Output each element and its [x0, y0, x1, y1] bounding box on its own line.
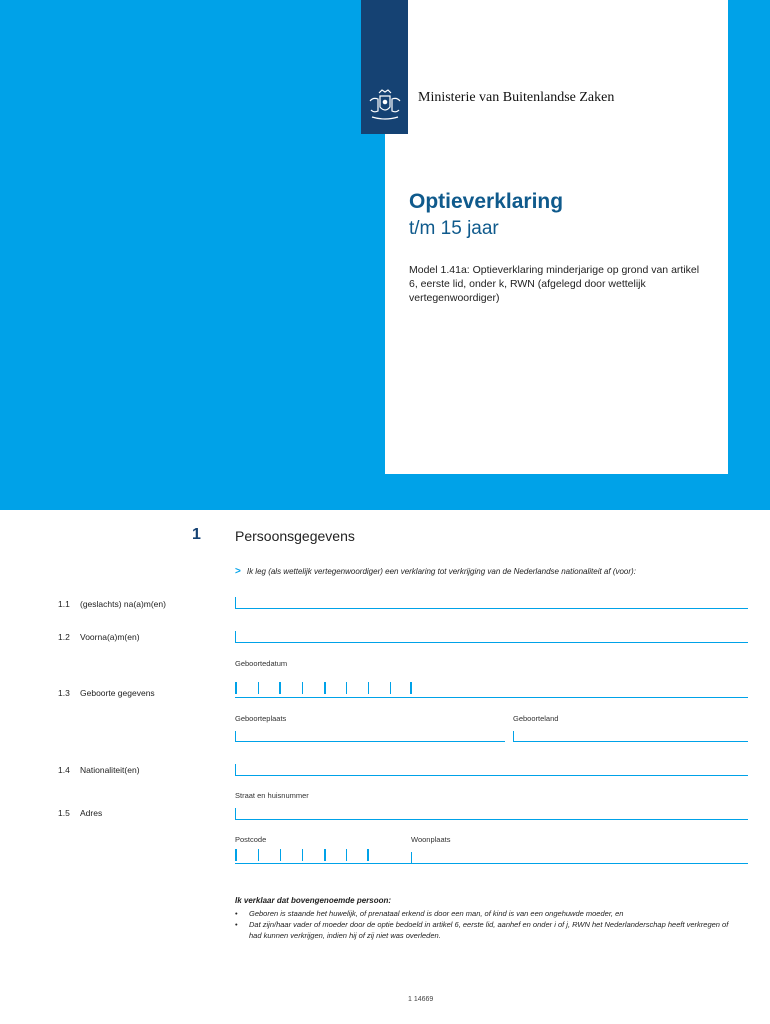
bullet-icon: • [235, 920, 238, 929]
birthdate-month-digit-2[interactable] [302, 682, 317, 694]
street-field[interactable] [235, 819, 748, 820]
field-label-nationality [58, 765, 140, 775]
city-cursor [411, 852, 412, 863]
document-subtitle: t/m 15 jaar [409, 218, 499, 239]
field-label-surname [58, 599, 166, 609]
rijksoverheid-crest-icon [366, 87, 404, 123]
postcode-digit-1[interactable] [235, 849, 251, 861]
section-intro-text: Ik leg (als wettelijk vertegenwoordiger) een verklaring tot verkrijging van de Nederlandse nationaliteit af (voor): [246, 567, 636, 576]
birthdate-day-digit-2[interactable] [258, 682, 273, 694]
section-title: Persoonsgegevens [235, 528, 355, 544]
firstname-field[interactable] [235, 642, 748, 643]
postcode-digit-2[interactable] [258, 849, 273, 861]
nationality-field[interactable] [235, 775, 748, 776]
birthcountry-label: Geboorteland [513, 714, 559, 723]
postcode-end-mark [366, 849, 369, 861]
declaration-list [235, 908, 735, 941]
field-label-text: Nationaliteit(en) [80, 765, 140, 775]
city-field[interactable] [235, 863, 748, 864]
field-number: 1.5 [58, 808, 70, 818]
birthdate-underline [235, 697, 748, 698]
field-label-birth [58, 688, 155, 698]
field-number: 1.1 [58, 599, 70, 609]
field-label-text: (geslachts) na(a)m(en) [80, 599, 166, 609]
document-description: Model 1.41a: Optieverklaring minderjarige op grond van artikel 6, eerste lid, onder k, RWN (afgelegd door wettelijk vertegenwoordiger) [409, 264, 700, 304]
declaration-item [235, 919, 735, 941]
declaration-item [235, 908, 735, 919]
declaration-title: Ik verklaar dat bovengenoemde persoon: [235, 896, 392, 905]
ministry-name: Ministerie van Buitenlandse Zaken [418, 90, 615, 105]
birthdate-month-digit-1[interactable] [279, 682, 295, 694]
bullet-icon: • [235, 909, 238, 918]
field-label-text: Geboorte gegevens [80, 688, 155, 698]
nationality-cursor [235, 764, 236, 775]
field-number: 1.3 [58, 688, 70, 698]
form-code: 1 14669 [408, 996, 434, 1003]
field-number: 1.4 [58, 765, 70, 775]
street-label: Straat en huisnummer [235, 791, 309, 800]
birthdate-year-digit-1[interactable] [324, 682, 340, 694]
birthdate-day-digit-1[interactable] [235, 682, 251, 694]
declaration-item-text: Dat zijn/haar vader of moeder door de optie bedoeld in artikel 6, eerste lid, aanhef en onder i of j, RWN het Nederlanderschap heeft verkregen of had kunnen verkrijgen, indien hij of zij niet was overleden. [249, 920, 729, 940]
field-label-text: Adres [80, 808, 103, 818]
postcode-letter-1[interactable] [324, 849, 340, 861]
section-intro [235, 566, 636, 577]
surname-field[interactable] [235, 608, 748, 609]
birthdate-year-digit-2[interactable] [346, 682, 361, 694]
document-title: Optieverklaring [409, 190, 564, 213]
birthplace-field[interactable] [235, 741, 505, 742]
postcode-digit-4[interactable] [302, 849, 317, 861]
postcode-label: Postcode [235, 835, 267, 844]
postcode-digit-3[interactable] [280, 849, 295, 861]
birthcountry-field[interactable] [513, 741, 748, 742]
birthdate-year-digit-4[interactable] [390, 682, 405, 694]
birthdate-label: Geboortedatum [235, 659, 288, 668]
declaration-item-text: Geboren is staande het huwelijk, of prenataal erkend is door een man, of kind is van een ongehuwde moeder, en [249, 909, 624, 918]
street-cursor [235, 808, 236, 819]
city-label: Woonplaats [411, 835, 451, 844]
field-label-firstname [58, 632, 140, 642]
section-number: 1 [192, 526, 201, 543]
firstname-cursor [235, 631, 236, 642]
field-label-text: Voorna(a)m(en) [80, 632, 140, 642]
field-number: 1.2 [58, 632, 70, 642]
birthdate-end-mark [409, 682, 412, 694]
surname-cursor [235, 597, 236, 608]
birthplace-label: Geboorteplaats [235, 714, 287, 723]
birthdate-year-digit-3[interactable] [368, 682, 383, 694]
chevron-right-icon: > [235, 566, 241, 577]
field-label-address [58, 808, 102, 818]
postcode-letter-2[interactable] [346, 849, 361, 861]
